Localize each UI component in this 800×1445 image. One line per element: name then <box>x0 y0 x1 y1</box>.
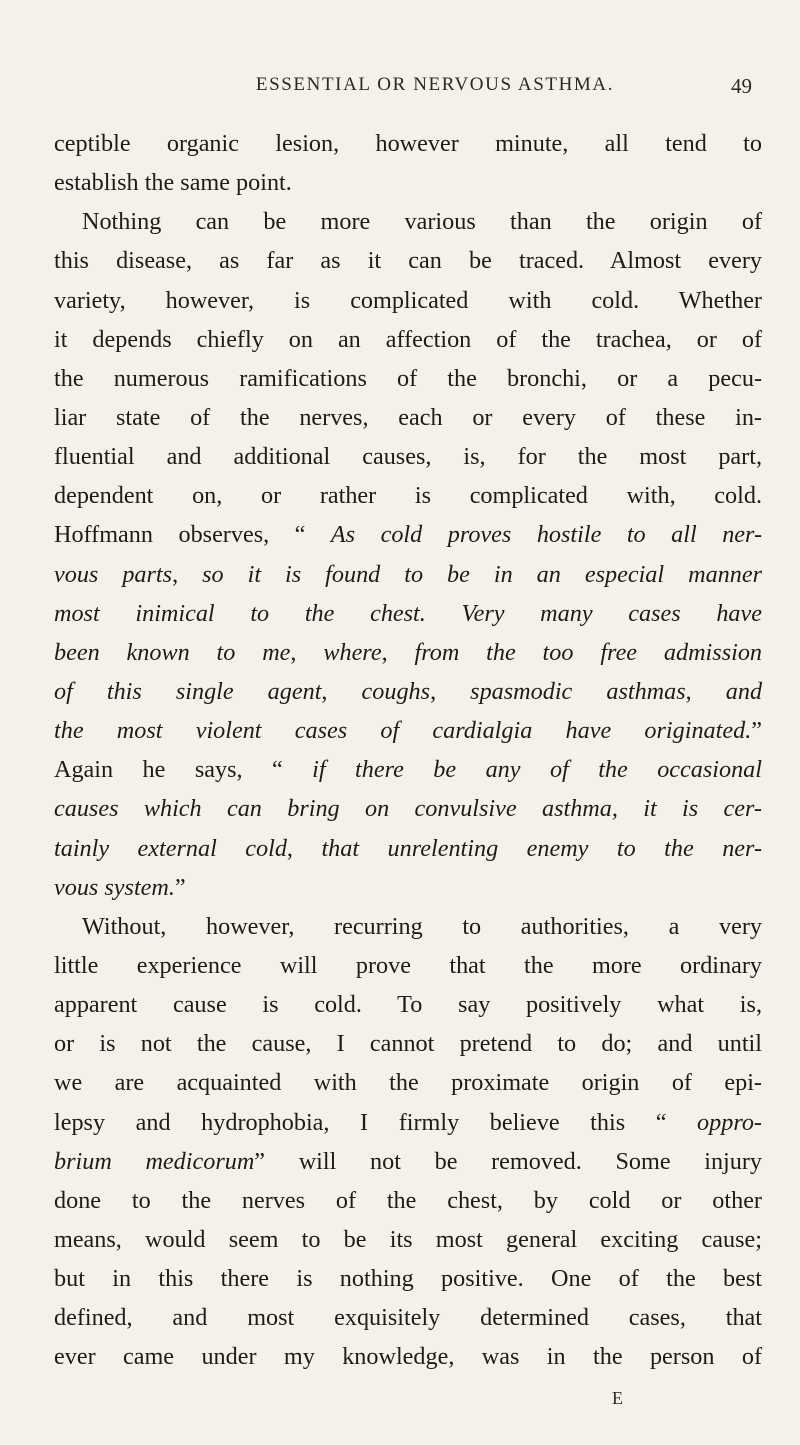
text-line <box>54 750 762 789</box>
italic-segment: of this single agent <box>54 677 322 705</box>
italic-segment: most inimical to the chest. Very many cases have <box>54 599 762 627</box>
page-number: 49 <box>731 74 752 98</box>
text-line <box>54 515 762 554</box>
text-line <box>54 1298 762 1337</box>
text-segment: , <box>286 834 322 862</box>
italic-segment: causes which can bring on convulsive asthma, it is cer- <box>54 795 762 823</box>
text-segment: ” <box>751 717 762 745</box>
text-line <box>54 281 762 320</box>
text-line <box>54 868 762 907</box>
text-line <box>54 633 762 672</box>
text-line <box>54 1024 762 1063</box>
running-head: ESSENTIAL OR NERVOUS ASTHMA. <box>255 74 615 95</box>
italic-segment: so it is found to be in an especial manner <box>202 560 762 588</box>
text-line <box>54 163 762 202</box>
text-segment: variety, however, is complicated with cold. Whether <box>54 286 762 314</box>
italic-segment: vous system. <box>54 873 175 901</box>
text-segment: , <box>430 677 471 705</box>
text-segment: the numerous ramifications of the bronchi, or a pecu- <box>54 364 762 392</box>
text-segment: or is not the cause, I cannot pretend to do; and until <box>54 1030 762 1058</box>
text-segment: ” will not be removed. Some injury <box>254 1147 763 1175</box>
text-line <box>54 1220 762 1259</box>
text-line <box>54 320 762 359</box>
text-line <box>54 1337 762 1376</box>
body-text <box>54 124 762 1377</box>
text-segment: lepsy and hydrophobia, I firmly believe this “ <box>54 1108 698 1136</box>
italic-segment: As cold proves hostile to all ner- <box>330 521 762 549</box>
text-line <box>54 946 762 985</box>
italic-segment: from the too free admission <box>414 638 763 666</box>
text-line <box>54 124 762 163</box>
text-segment: , <box>172 560 203 588</box>
text-segment: done to the nerves of the chest, by cold or other <box>54 1186 762 1214</box>
text-line <box>54 476 762 515</box>
italic-segment: spasmodic asthmas <box>470 677 686 705</box>
text-line <box>54 789 762 828</box>
text-segment: Nothing can be more various than the origin of <box>82 208 762 236</box>
text-line <box>54 1063 762 1102</box>
text-segment: establish the same point. <box>54 169 292 197</box>
text-segment: , <box>685 677 726 705</box>
italic-segment: if there be any of the occasional <box>312 756 762 784</box>
text-line <box>54 359 762 398</box>
text-segment: Again he says, “ <box>54 756 313 784</box>
text-segment: it depends chiefly on an affection of the trachea, or of <box>54 325 762 353</box>
text-segment: defined, and most exquisitely determined cases, that <box>54 1304 762 1332</box>
text-segment: , <box>381 638 415 666</box>
italic-segment: and <box>725 677 763 705</box>
italic-segment: where <box>323 638 382 666</box>
italic-segment: coughs <box>361 677 431 705</box>
italic-segment: vous parts <box>54 560 173 588</box>
text-segment: ” <box>174 873 186 901</box>
italic-segment: tainly external cold <box>54 834 287 862</box>
text-line <box>54 985 762 1024</box>
text-segment: ever came under my knowledge, was in the person of <box>54 1343 762 1371</box>
text-line <box>54 555 762 594</box>
text-segment: we are acquainted with the proximate origin of epi- <box>54 1069 762 1097</box>
text-segment: little experience will prove that the more ordinary <box>54 951 762 979</box>
italic-segment: that unrelenting enemy to the ner- <box>321 834 763 862</box>
text-line <box>54 1259 762 1298</box>
text-line <box>54 398 762 437</box>
text-segment: apparent cause is cold. To say positively what is, <box>54 991 762 1019</box>
italic-segment: been known to me <box>54 638 291 666</box>
text-segment: means, would seem to be its most general exciting cause; <box>54 1225 762 1253</box>
text-line <box>54 907 762 946</box>
text-line <box>54 241 762 280</box>
text-segment: Without, however, recurring to authorities, a very <box>82 912 762 940</box>
text-line <box>54 829 762 868</box>
text-line <box>54 1181 762 1220</box>
italic-segment: the most violent cases of cardialgia have originated. <box>54 717 752 745</box>
text-segment: , <box>321 677 362 705</box>
italic-segment: oppro- <box>697 1108 762 1136</box>
text-segment: liar state of the nerves, each or every of these in- <box>54 403 762 431</box>
text-segment: but in this there is nothing positive. One of the best <box>54 1265 762 1293</box>
text-segment: Hoffmann observes, “ <box>54 521 331 549</box>
text-line <box>54 672 762 711</box>
page-header <box>118 74 752 114</box>
text-line <box>54 594 762 633</box>
text-line <box>54 1142 762 1181</box>
text-segment: this disease, as far as it can be traced. Almost every <box>54 247 762 275</box>
text-line <box>54 711 762 750</box>
text-segment: ceptible organic lesion, however minute, all tend to <box>54 130 762 157</box>
text-line <box>54 437 762 476</box>
signature-mark: E <box>612 1388 624 1408</box>
text-segment: dependent on, or rather is complicated with, cold. <box>54 482 762 510</box>
text-line <box>54 1103 762 1142</box>
italic-segment: brium medicorum <box>54 1147 255 1175</box>
text-segment: , <box>290 638 324 666</box>
text-line <box>54 202 762 241</box>
text-segment: fluential and additional causes, is, for the most part, <box>54 443 762 471</box>
